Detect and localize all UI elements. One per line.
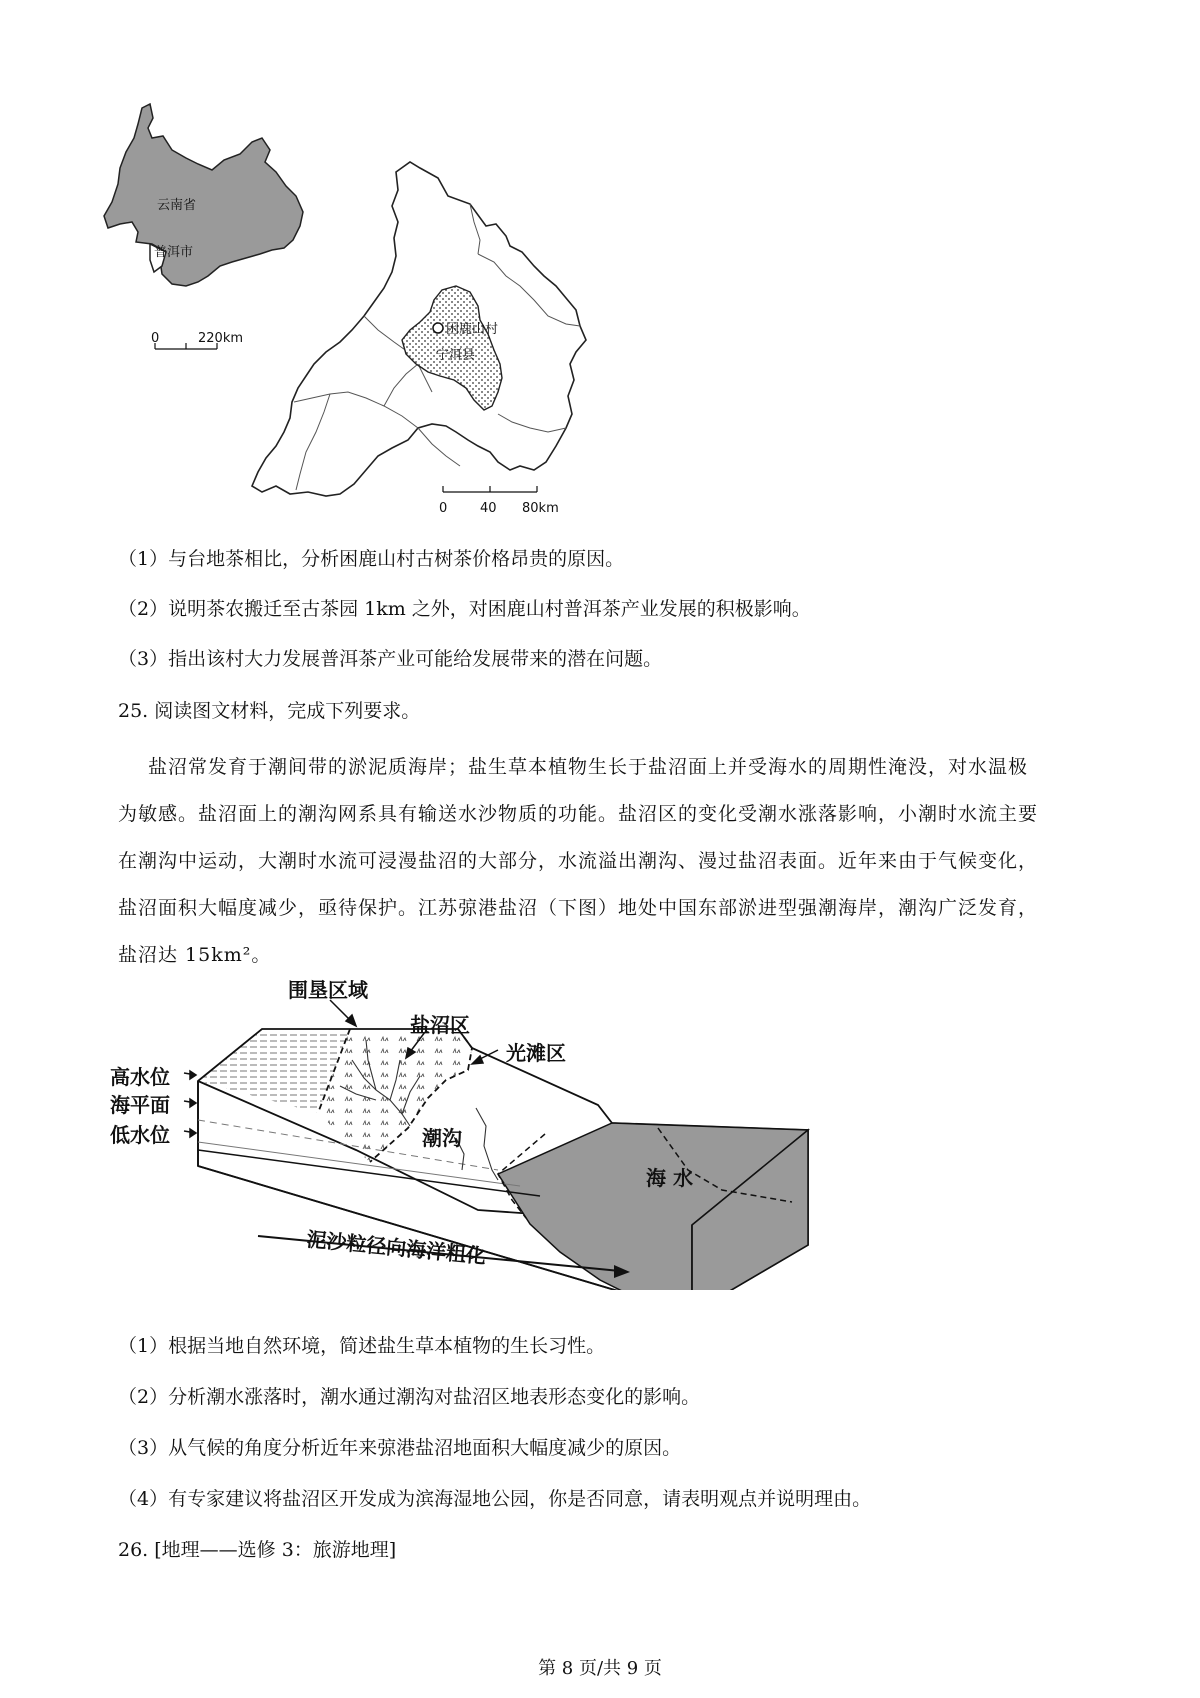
water-level-arrows <box>184 1071 196 1137</box>
main-scale-mid: 40 <box>480 501 497 516</box>
page-number: 第 8 页/共 9 页 <box>538 1658 662 1679</box>
inset-scale-end: 220km <box>198 331 244 346</box>
q24-item-2: （2）说明茶农搬迁至古茶园 1km 之外，对困鹿山村普洱茶产业发展的积极影响。 <box>118 598 811 620</box>
seawater-label: 海 水 <box>646 1166 693 1190</box>
q24-item-1: （1）与台地茶相比，分析困鹿山村古树茶价格昂贵的原因。 <box>118 548 625 570</box>
q25-paragraph-line-5: 盐沼达 15km²。 <box>118 944 272 966</box>
q26-heading: 26. [地理——选修 3：旅游地理] <box>118 1539 397 1561</box>
q25-paragraph-line-1: 盐沼常发育于潮间带的淤泥质海岸；盐生草本植物生长于盐沼面上并受海水的周期性淹没，对水温极 <box>148 756 1029 778</box>
main-scale-zero: 0 <box>439 501 448 516</box>
barebeach-label: 光滩区 <box>506 1041 566 1065</box>
q25-item-4: （4）有专家建议将盐沼区开发成为滨海湿地公园，你是否同意，请表明观点并说明理由。 <box>118 1488 872 1510</box>
tidal-creek-label: 潮沟 <box>422 1126 462 1150</box>
q25-item-1: （1）根据当地自然环境，简述盐生草本植物的生长习性。 <box>118 1335 606 1357</box>
q25-paragraph-line-4: 盐沼面积大幅度减少，亟待保护。江苏弶港盐沼（下图）地处中国东部淤进型强潮海岸，潮沟广泛发育， <box>118 897 1039 919</box>
saltmarsh-diagram <box>0 970 1200 1290</box>
reclaim-label: 围垦区域 <box>288 978 368 1002</box>
q25-paragraph-line-3: 在潮沟中运动，大潮时水流可浸漫盐沼的大部分，水流溢出潮沟、漫过盐沼表面。近年来由于气候变化， <box>118 850 1039 872</box>
inset-scale-zero: 0 <box>151 331 160 346</box>
city-label: 普洱市 <box>154 245 194 260</box>
q25-heading: 25. 阅读图文材料，完成下列要求。 <box>118 700 421 722</box>
low-water-label: 低水位 <box>110 1123 170 1147</box>
q24-item-3: （3）指出该村大力发展普洱茶产业可能给发展带来的潜在问题。 <box>118 648 663 670</box>
q25-item-3: （3）从气候的角度分析近年来弶港盐沼地面积大幅度减少的原因。 <box>118 1437 682 1459</box>
county-label: 宁洱县 <box>436 348 476 363</box>
map-svg <box>0 0 1200 520</box>
main-scale-end: 80km <box>522 501 559 516</box>
sea-level-label: 海平面 <box>110 1093 170 1117</box>
q25-item-2: （2）分析潮水涨落时，潮水通过潮沟对盐沼区地表形态变化的影响。 <box>118 1386 701 1408</box>
yunnan-province-shape <box>104 104 303 286</box>
q25-paragraph-line-2: 为敏感。盐沼面上的潮沟网系具有输送水沙物质的功能。盐沼区的变化受潮水涨落影响，小潮时水流主要 <box>118 803 1039 825</box>
map-figure <box>0 0 1200 520</box>
high-water-label: 高水位 <box>110 1065 170 1089</box>
village-marker-icon <box>433 323 443 333</box>
province-label: 云南省 <box>157 198 197 213</box>
saltmarsh-svg <box>0 970 1200 1290</box>
sediment-label: 泥沙粒径向海洋粗化 <box>305 1227 487 1269</box>
village-label: 困鹿山村 <box>446 322 499 337</box>
saltmarsh-label: 盐沼区 <box>410 1013 470 1037</box>
